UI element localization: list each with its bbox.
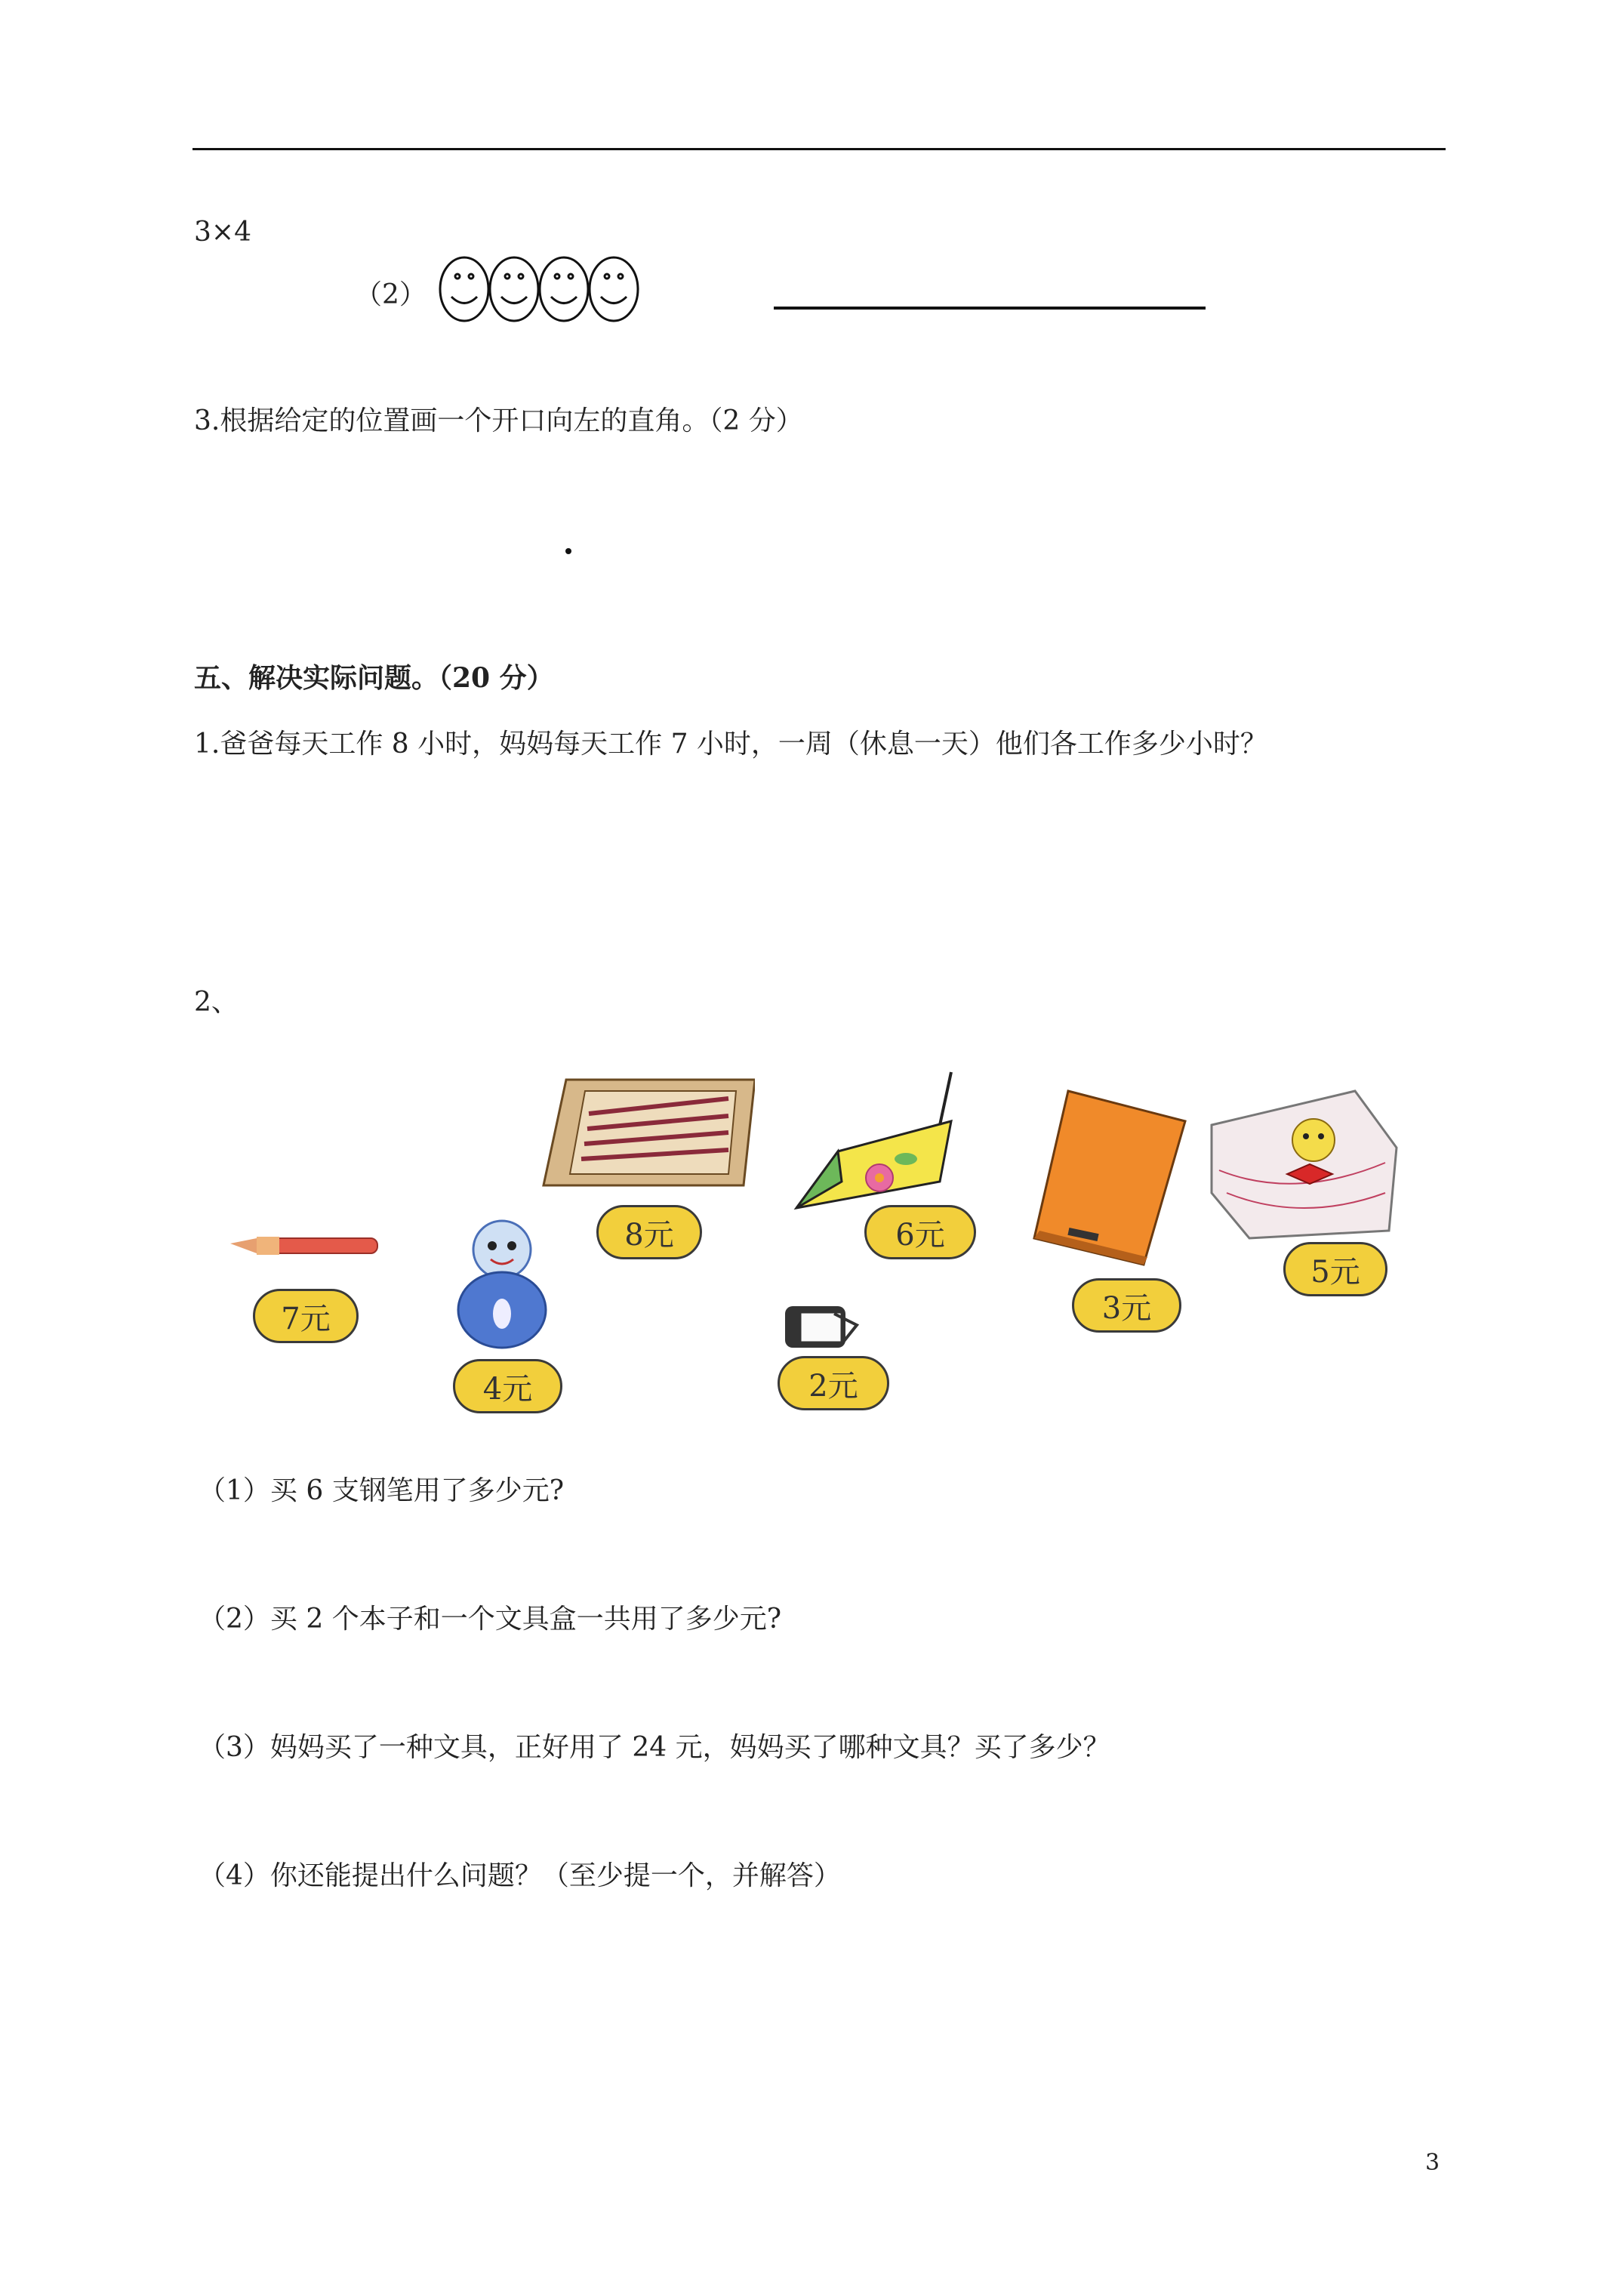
smiley-face-icon [490,257,538,321]
section-title: 五、解决实际问题。（20 分） [194,662,554,694]
smiley-faces [438,255,645,323]
pencil-case-icon [789,1068,959,1219]
stationery-box-icon [1204,1080,1404,1246]
price-tag-doll: 4元 [453,1359,562,1413]
pen-icon [226,1223,385,1268]
question-1-text: 1.爸爸每天工作 8 小时，妈妈每天工作 7 小时，一周（休息一天）他们各工作多少小时？ [194,729,1267,760]
subquestion-4: （4）你还能提出什么问题？（至少提一个，并解答） [199,1860,841,1891]
price-tag-pen: 7元 [253,1289,359,1343]
doll-icon [453,1216,551,1351]
sharpener-icon [781,1299,864,1355]
subquestion-1: （1）买 6 支钢笔用了多少元? [199,1475,564,1506]
given-point [565,548,571,554]
price-tag-notebook: 3元 [1072,1278,1181,1333]
price-tag-pencil-box: 8元 [596,1205,702,1259]
subquestion-2: （2）买 2 个本子和一个文具盒一共用了多少元? [199,1604,781,1635]
question-3-text: 3.根据给定的位置画一个开口向左的直角。（2 分） [194,405,803,436]
smiley-face-icon [440,257,488,321]
smiley-face-icon [590,257,638,321]
answer-line[interactable] [774,307,1206,310]
expression-text: 3×4 [194,217,251,248]
subquestion-3: （3）妈妈买了一种文具，正好用了 24 元，妈妈买了哪种文具？买了多少？ [199,1732,1110,1763]
price-tag-pencil-case: 6元 [864,1205,976,1259]
pencil-box-icon [536,1072,755,1200]
question-2-label: 2、 [194,987,239,1018]
price-tag-stationery-box: 5元 [1283,1242,1387,1296]
page-number: 3 [1425,2150,1440,2176]
sub-question-label: （2） [355,279,427,310]
header-rule [192,148,1446,150]
smiley-face-icon [540,257,588,321]
notebook-icon [1030,1087,1189,1268]
price-tag-sharpener: 2元 [778,1356,889,1410]
